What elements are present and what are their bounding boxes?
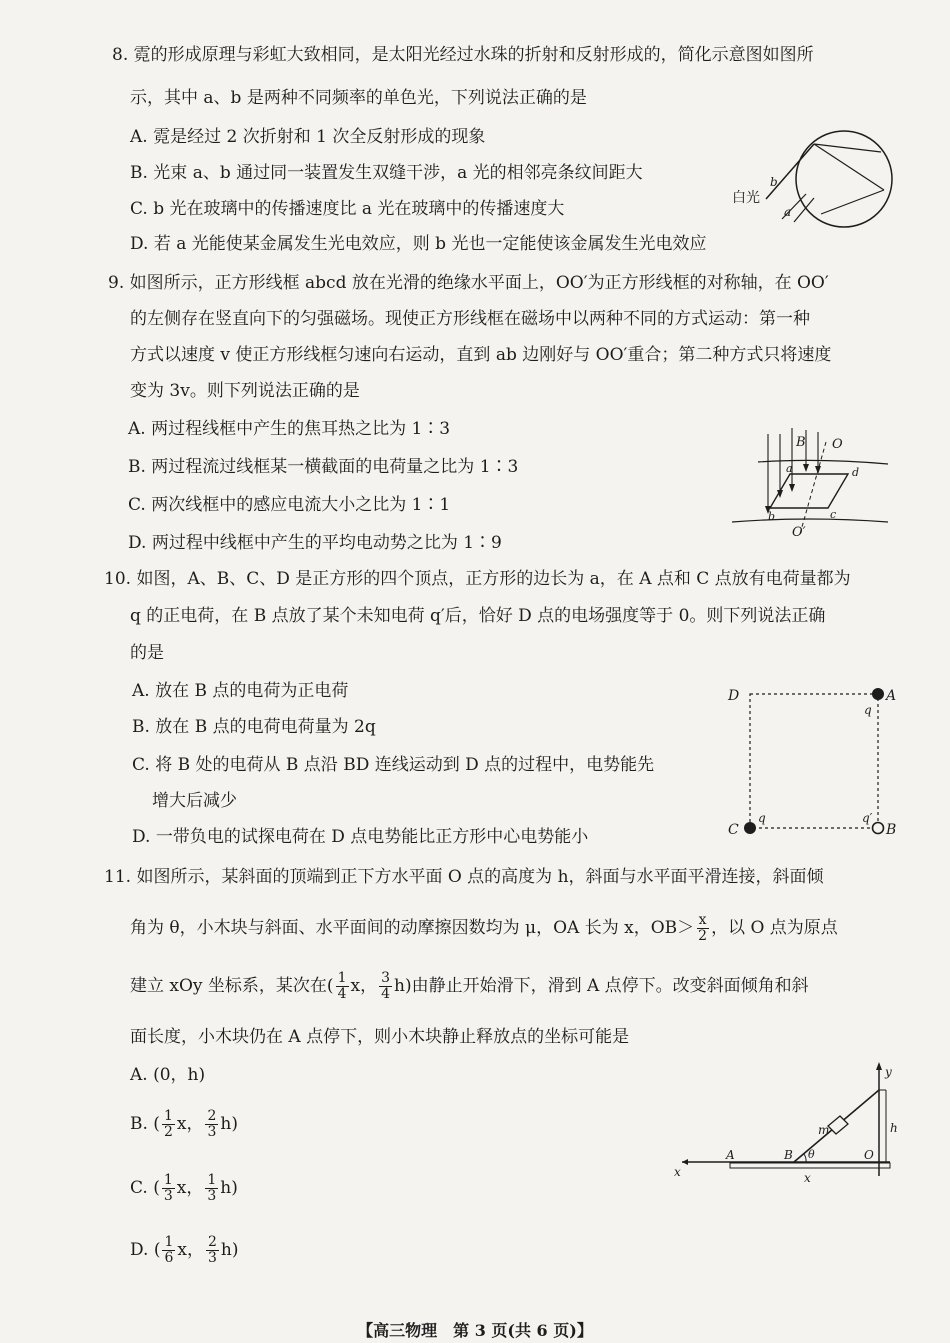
label-B: B	[796, 435, 806, 450]
label-O-prime: O′	[792, 525, 806, 540]
charge-B	[873, 823, 884, 834]
q9-option-b: B. 两过程流过线框某一横截面的电荷量之比为 1∶3	[128, 457, 519, 477]
q11-stem-line4: 面长度，小木块仍在 A 点停下，则小木块静止释放点的坐标可能是	[130, 1027, 630, 1047]
label-A: A	[886, 688, 897, 704]
label-A: A	[726, 1148, 735, 1162]
q11-stem-line1: 11. 如图所示，某斜面的顶端到正下方水平面 O 点的高度为 h，斜面与水平面平滑连接，斜面倾	[104, 867, 824, 887]
water-droplet	[796, 131, 892, 227]
q9-magnetic-frame-figure	[728, 424, 896, 542]
q8-option-c: C. b 光在玻璃中的传播速度比 a 光在玻璃中的传播速度大	[130, 199, 565, 219]
q8-option-a: A. 霓是经过 2 次折射和 1 次全反射形成的现象	[130, 127, 486, 147]
label-qC: q	[758, 811, 766, 825]
q10-square-charges-figure	[722, 680, 902, 840]
white-light-label: 白光	[732, 190, 760, 206]
page-footer: 【高三物理 第 3 页(共 6 页)】	[357, 1321, 593, 1340]
q11-option-b: B. ( $\frac{1}{2}$ x， $\frac{2}{3}$ h)	[130, 1108, 238, 1140]
q11-stem-line2: 角为 θ，小木块与斜面、水平面间的动摩擦因数均为 μ，OA 长为 x，OB＞ $\frac{x}{2}$ ，以 O 点为原点	[130, 912, 838, 944]
charge-C	[744, 822, 756, 834]
label-C: C	[728, 822, 739, 838]
q11-stem-line3: 建立 xOy 坐标系，某次在( $\frac{1}{4}$ x， $\frac{3}{4}$ h)由静止开始滑下，滑到 A 点停下。改变斜面倾角和斜	[130, 970, 809, 1002]
label-x-length: x	[804, 1171, 811, 1185]
ray-b-label: b	[770, 175, 778, 189]
q11-option-c: C. ( $\frac{1}{3}$ x， $\frac{1}{3}$ h)	[130, 1172, 238, 1204]
label-h: h	[890, 1121, 898, 1135]
inner-ray-3	[821, 190, 884, 214]
label-D: D	[728, 688, 740, 704]
q8-stem-line2: 示，其中 a、b 是两种不同频率的单色光，下列说法正确的是	[130, 88, 587, 108]
q9-stem-line2: 的左侧存在竖直向下的匀强磁场。现使正方形线框在磁场中以两种不同的方式运动：第一种	[130, 309, 810, 329]
q9-option-d: D. 两过程中线框中产生的平均电动势之比为 1∶9	[128, 533, 502, 553]
label-b: b	[768, 510, 776, 523]
surface-top-edge	[758, 460, 888, 464]
q8-stem-line1: 8. 霓的形成原理与彩虹大致相同，是太阳光经过水珠的折射和反射形成的，简化示意图如图所	[112, 45, 814, 65]
axis-OO-prime	[800, 442, 826, 534]
ground-hatch	[730, 1163, 890, 1168]
q8-option-b: B. 光束 a、b 通过同一装置发生双缝干涉，a 光的相邻亮条纹间距大	[130, 163, 643, 183]
label-y: y	[885, 1065, 892, 1079]
label-x-axis: x	[674, 1165, 681, 1179]
label-a: a	[786, 462, 793, 475]
q10-stem-line2: q 的正电荷，在 B 点放了某个未知电荷 q′后，恰好 D 点的电场强度等于 0。则下列说法正确	[130, 606, 826, 626]
q9-stem-line3: 方式以速度 v 使正方形线框匀速向右运动，直到 ab 边刚好与 OO′重合；第二种方式只将速度	[130, 345, 832, 365]
label-m: m	[818, 1123, 830, 1137]
q10-option-b: B. 放在 B 点的电荷电荷量为 2q	[132, 717, 376, 737]
label-d: d	[852, 466, 860, 479]
label-B: B	[784, 1148, 793, 1162]
q9-option-a: A. 两过程线框中产生的焦耳热之比为 1∶3	[128, 419, 451, 439]
q8-option-d: D. 若 a 光能使某金属发生光电效应，则 b 光也一定能使该金属发生光电效应	[130, 234, 707, 254]
label-B: B	[886, 822, 897, 838]
q11-incline-figure	[668, 1060, 904, 1190]
dashed-square	[750, 694, 878, 828]
q10-option-a: A. 放在 B 点的电荷为正电荷	[132, 681, 349, 701]
q9-stem-line4: 变为 3v。则下列说法正确的是	[130, 381, 360, 401]
label-c: c	[830, 508, 837, 521]
q10-option-c: C. 将 B 处的电荷从 B 点沿 BD 连线运动到 D 点的过程中，电势能先	[132, 755, 655, 775]
q10-option-c-cont: 增大后减少	[152, 791, 237, 811]
label-theta: θ	[808, 1148, 815, 1161]
q10-stem-line1: 10. 如图，A、B、C、D 是正方形的四个顶点，正方形的边长为 a，在 A 点和 C 点放有电荷量都为	[104, 569, 851, 589]
label-qB: q′	[862, 811, 873, 825]
q11-option-d: D. ( $\frac{1}{6}$ x， $\frac{2}{3}$ h)	[130, 1234, 239, 1266]
exit-ray-a	[794, 198, 814, 222]
label-qA: q	[864, 703, 872, 717]
q9-option-c: C. 两次线框中的感应电流大小之比为 1∶1	[128, 495, 451, 515]
q8-rainbow-figure	[726, 124, 896, 234]
label-O: O	[832, 437, 843, 452]
incident-ray	[766, 144, 814, 199]
charge-A	[872, 688, 884, 700]
surface-bottom-edge	[732, 519, 888, 522]
q10-stem-line3: 的是	[130, 643, 164, 663]
q9-stem-line1: 9. 如图所示，正方形线框 abcd 放在光滑的绝缘水平面上，OO′为正方形线框的对称轴，在 OO′	[108, 273, 829, 293]
ray-a-label: a	[784, 205, 792, 219]
label-O: O	[864, 1148, 874, 1162]
frac-x-over-2: $\frac{x}{2}$	[698, 912, 708, 944]
theta-arc	[804, 1154, 806, 1162]
q10-option-d: D. 一带负电的试探电荷在 D 点电势能比正方形中心电势能小	[132, 827, 589, 847]
q11-option-a: A. (0，h)	[130, 1065, 206, 1085]
